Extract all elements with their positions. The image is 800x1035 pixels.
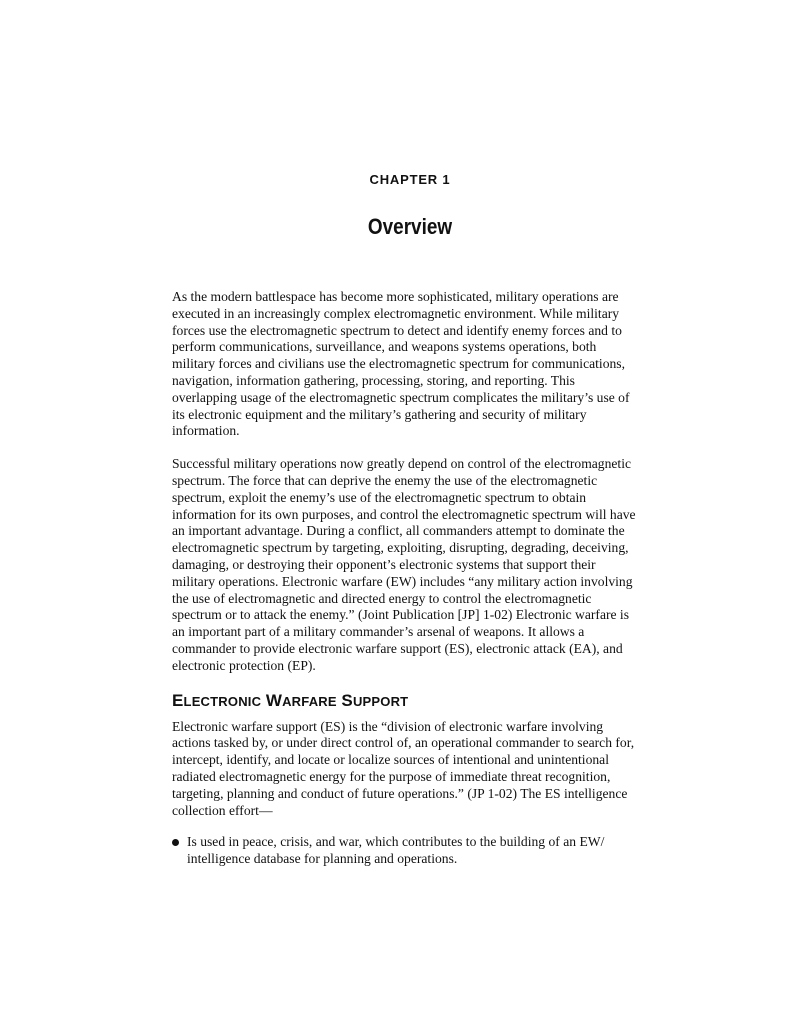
heading-initial: E — [172, 690, 184, 710]
bullet-icon — [172, 839, 179, 846]
intro-paragraph-1: As the modern battlespace has become more sophisticated, military operations are executed in an increasingly complex electromagnetic environment. While military forces use the electromagnetic spectrum to detect and identify enemy forces and to perform communications, surveillance, and weapons systems operations, both military forces and civilians use the electromagnetic spectrum for communications, navigation, information gathering, processing, storing, and reporting. This overlapping usage of the electromagnetic spectrum complicates the military’s use of its electronic equipment and the military’s gathering and security of military information. — [172, 289, 630, 439]
heading-initial: S — [341, 690, 353, 710]
intro-paragraph-2: Successful military operations now greatly depend on control of the electromagnetic spectrum. The force that can deprive the enemy the use of the electromagnetic spectrum, exploit the enemy’s use of the electromagnetic spectrum to obtain information for its own purposes, and control the electromagnetic spectrum will have an important advantage. During a conflict, all commanders attempt to dominate the electromagnetic spectrum by targeting, exploiting, disrupting, degrading, deceiving, damaging, or destroying their opponent’s electronic systems that support their military operations. Electronic warfare (EW) includes “any military action involving the use of electromagnetic and directed energy to control the electromagnetic spectrum or to attack the enemy.” (Joint Publication [JP] 1-02) Electronic warfare is an important part of a military commander’s arsenal of weapons. It allows a commander to provide electronic warfare support (ES), electronic attack (EA), and electronic protection (EP). — [172, 456, 636, 673]
list-item — [172, 834, 642, 868]
bullet-text: Is used in peace, crisis, and war, which contributes to the building of an EW/ intelligence database for planning and operations. — [187, 834, 605, 867]
bullet-list — [172, 834, 642, 868]
heading-rest: ARFARE — [282, 693, 337, 709]
heading-rest: LECTRONIC — [183, 693, 262, 709]
heading-initial: W — [265, 690, 283, 710]
chapter-title: Overview — [367, 214, 453, 239]
chapter-label: CHAPTER 1 — [369, 172, 451, 187]
body-text — [172, 289, 642, 868]
heading-rest: UPPORT — [352, 693, 409, 709]
section-heading — [172, 690, 642, 713]
section-paragraph: Electronic warfare support (ES) is the “division of electronic warfare involving actions tasked by, or under direct control of, an operational commander to search for, intercept, identify, and locate or localize sources of intentional and unintentional radiated electromagnetic energy for the purpose of immediate threat recognition, targeting, planning and conduct of future operations.” (JP 1-02) The ES intelligence collection effort— — [172, 718, 635, 818]
